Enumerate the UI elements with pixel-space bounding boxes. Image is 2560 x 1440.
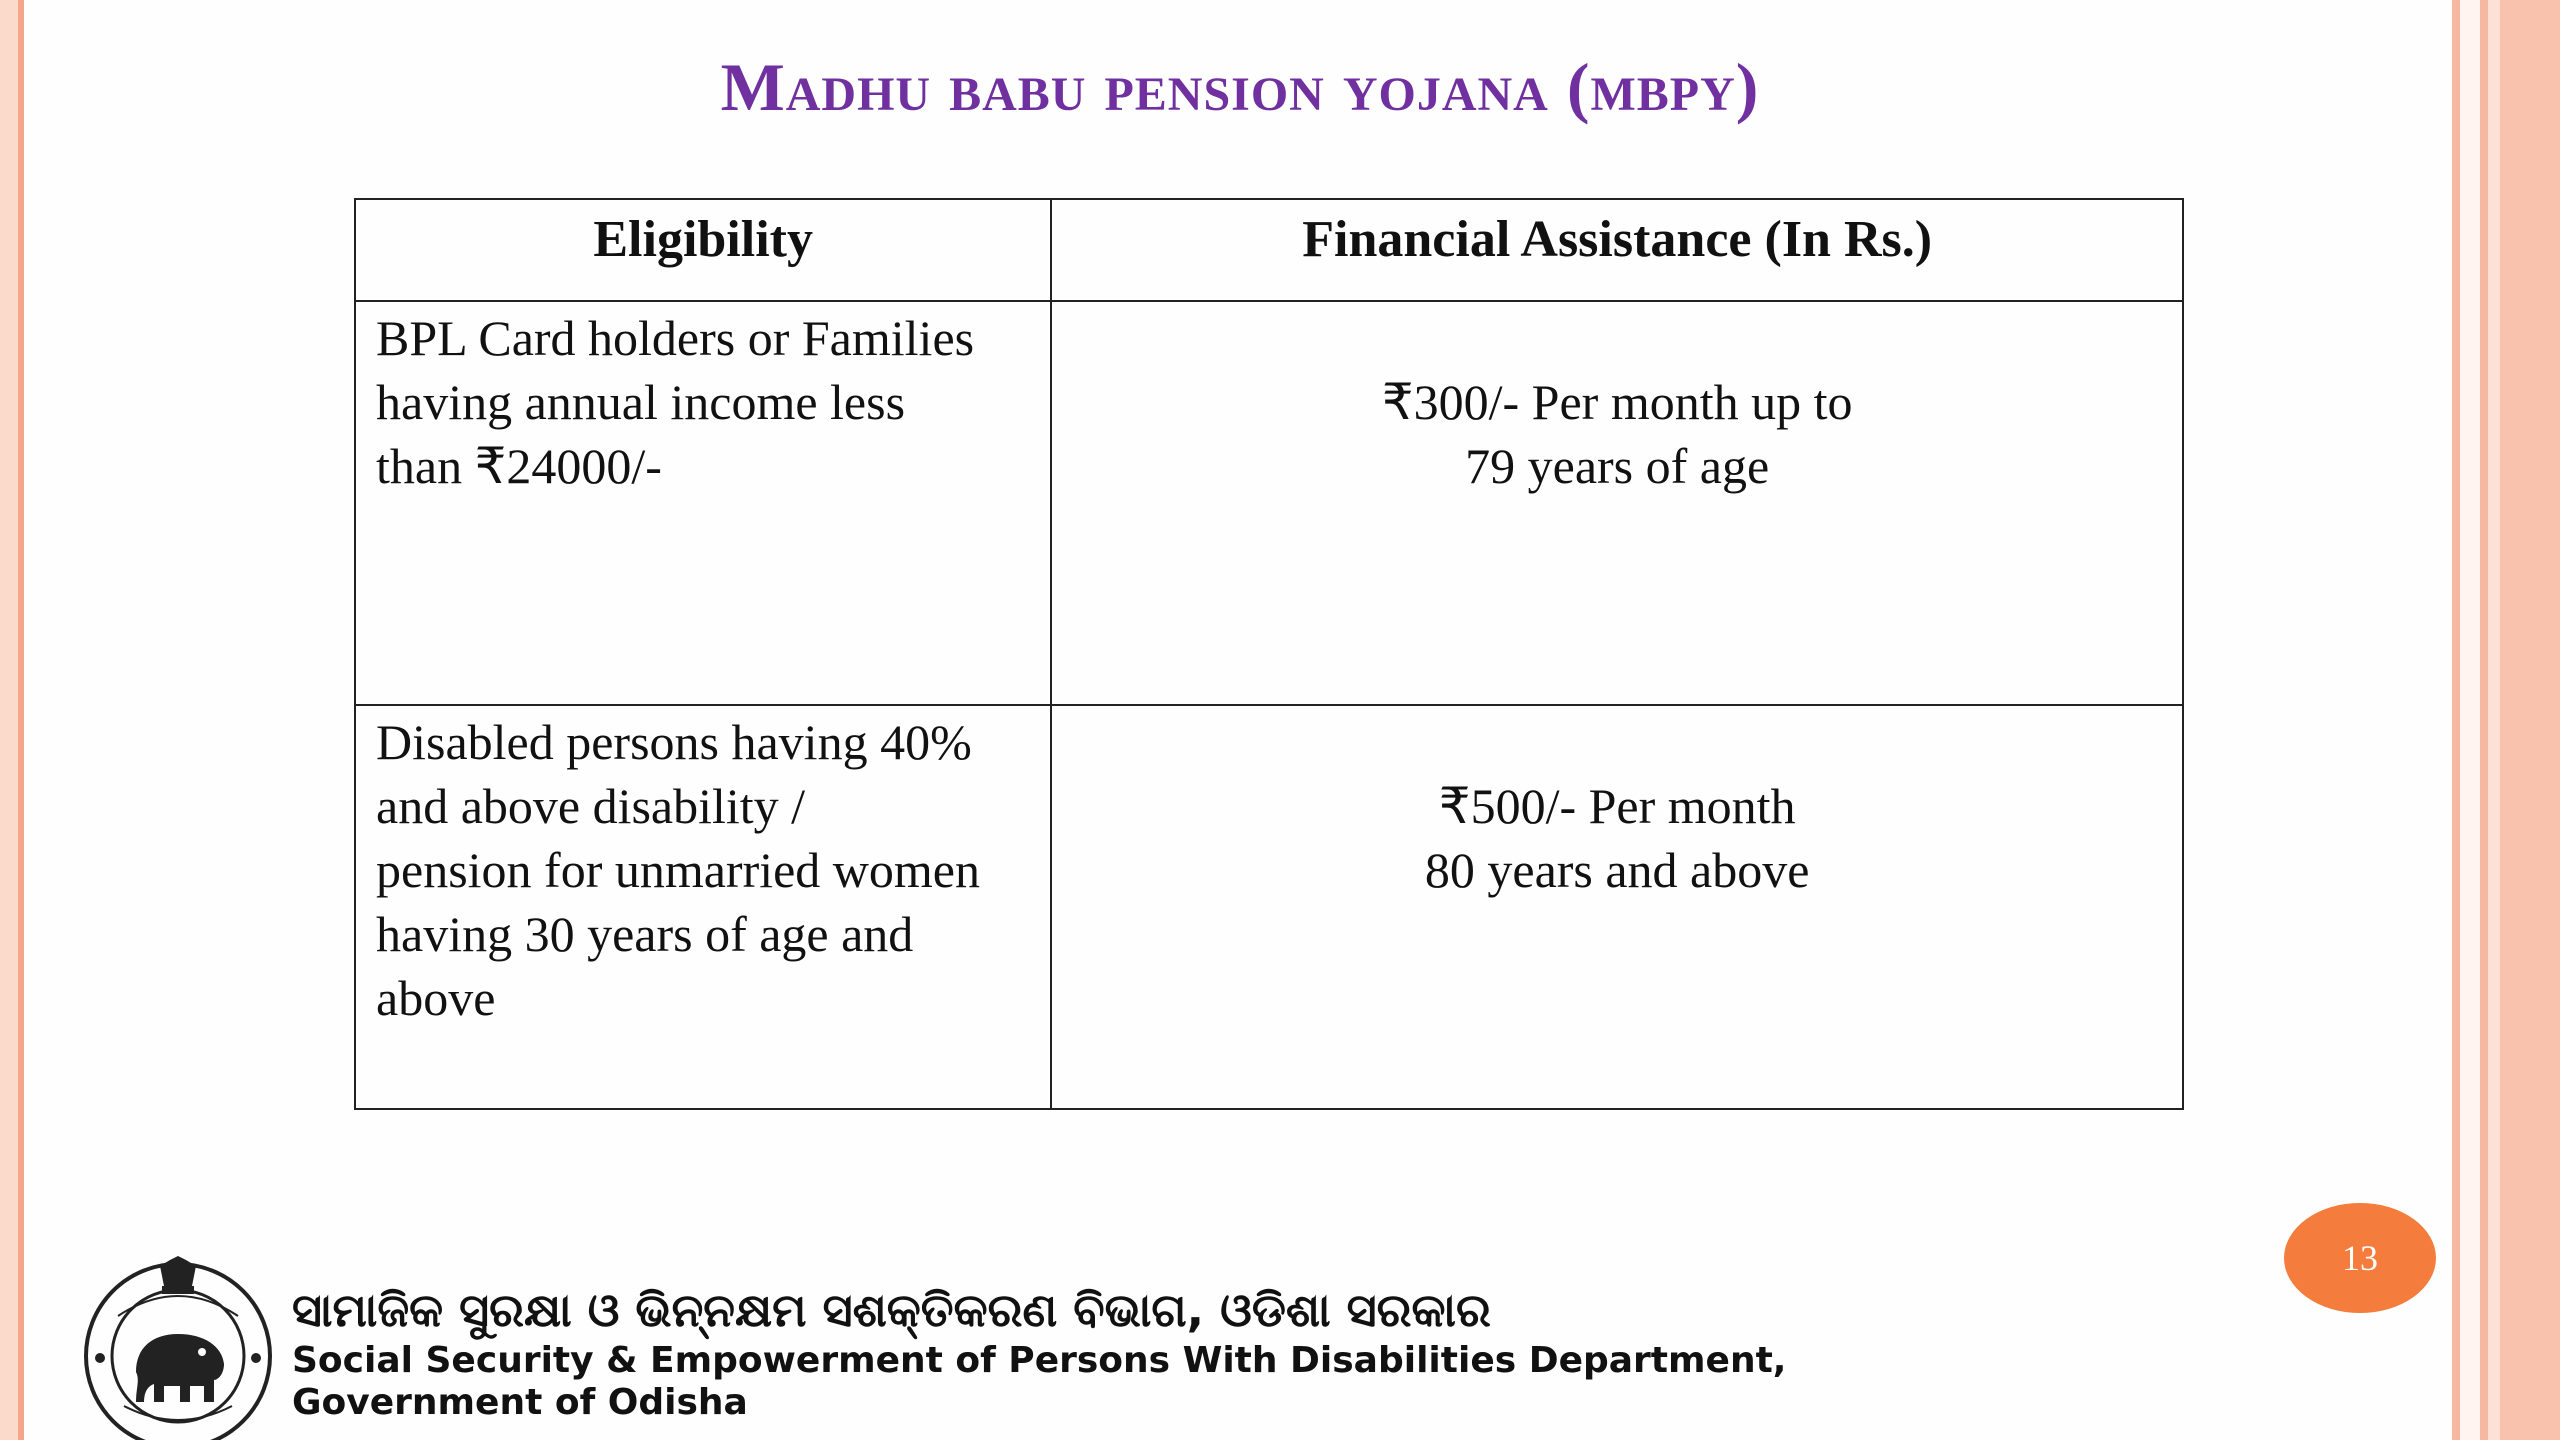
right-border-decoration — [2488, 0, 2500, 1440]
right-border-decoration — [2460, 0, 2480, 1440]
eligibility-line: above — [376, 970, 496, 1026]
page-number-badge: 13 — [2284, 1203, 2436, 1313]
left-border-decoration — [0, 0, 18, 1440]
eligibility-line: Disabled persons having 40% — [376, 714, 972, 770]
footer-english-line: Government of Odisha — [292, 1382, 748, 1423]
eligibility-line: and above disability / — [376, 778, 806, 834]
odisha-government-emblem-icon — [78, 1256, 278, 1440]
eligibility-cell — [355, 705, 1051, 1109]
header-eligibility: Eligibility — [355, 199, 1051, 301]
left-border-accent — [18, 0, 24, 1440]
footer-odia-line: ସାମାଜିକ ସୁରକ୍ଷା ଓ ଭିନ୍ନକ୍ଷମ ସଶକ୍ତିକରଣ ବିଭାଗ, ଓଡିଶା ସରକାର — [292, 1283, 1491, 1337]
assistance-line: ₹500/- Per month — [1438, 778, 1796, 834]
footer-department — [292, 1280, 1786, 1424]
right-border-decoration — [2452, 0, 2460, 1440]
eligibility-line: than ₹24000/- — [376, 438, 662, 494]
pension-table — [354, 198, 2184, 1110]
table-header-row — [355, 199, 2183, 301]
footer-english-line: Social Security & Empowerment of Persons With Disabilities Department, — [292, 1340, 1787, 1381]
eligibility-line: pension for unmarried women — [376, 842, 981, 898]
table-row — [355, 301, 2183, 705]
right-border-decoration — [2480, 0, 2488, 1440]
slide-title: Madhu babu pension yojana (mbpy) — [720, 49, 1760, 125]
eligibility-cell — [355, 301, 1051, 705]
header-financial-assistance: Financial Assistance (In Rs.) — [1051, 199, 2183, 301]
assistance-line: ₹300/- Per month up to — [1381, 374, 1853, 430]
assistance-line: 80 years and above — [1424, 842, 1810, 898]
assistance-cell — [1051, 705, 2183, 1109]
table-row — [355, 705, 2183, 1109]
eligibility-line: BPL Card holders or Families — [376, 310, 975, 366]
assistance-cell — [1051, 301, 2183, 705]
assistance-line: 79 years of age — [1465, 438, 1770, 494]
eligibility-line: having 30 years of age and — [376, 906, 914, 962]
right-border-decoration — [2500, 0, 2560, 1440]
eligibility-line: having annual income less — [376, 374, 906, 430]
